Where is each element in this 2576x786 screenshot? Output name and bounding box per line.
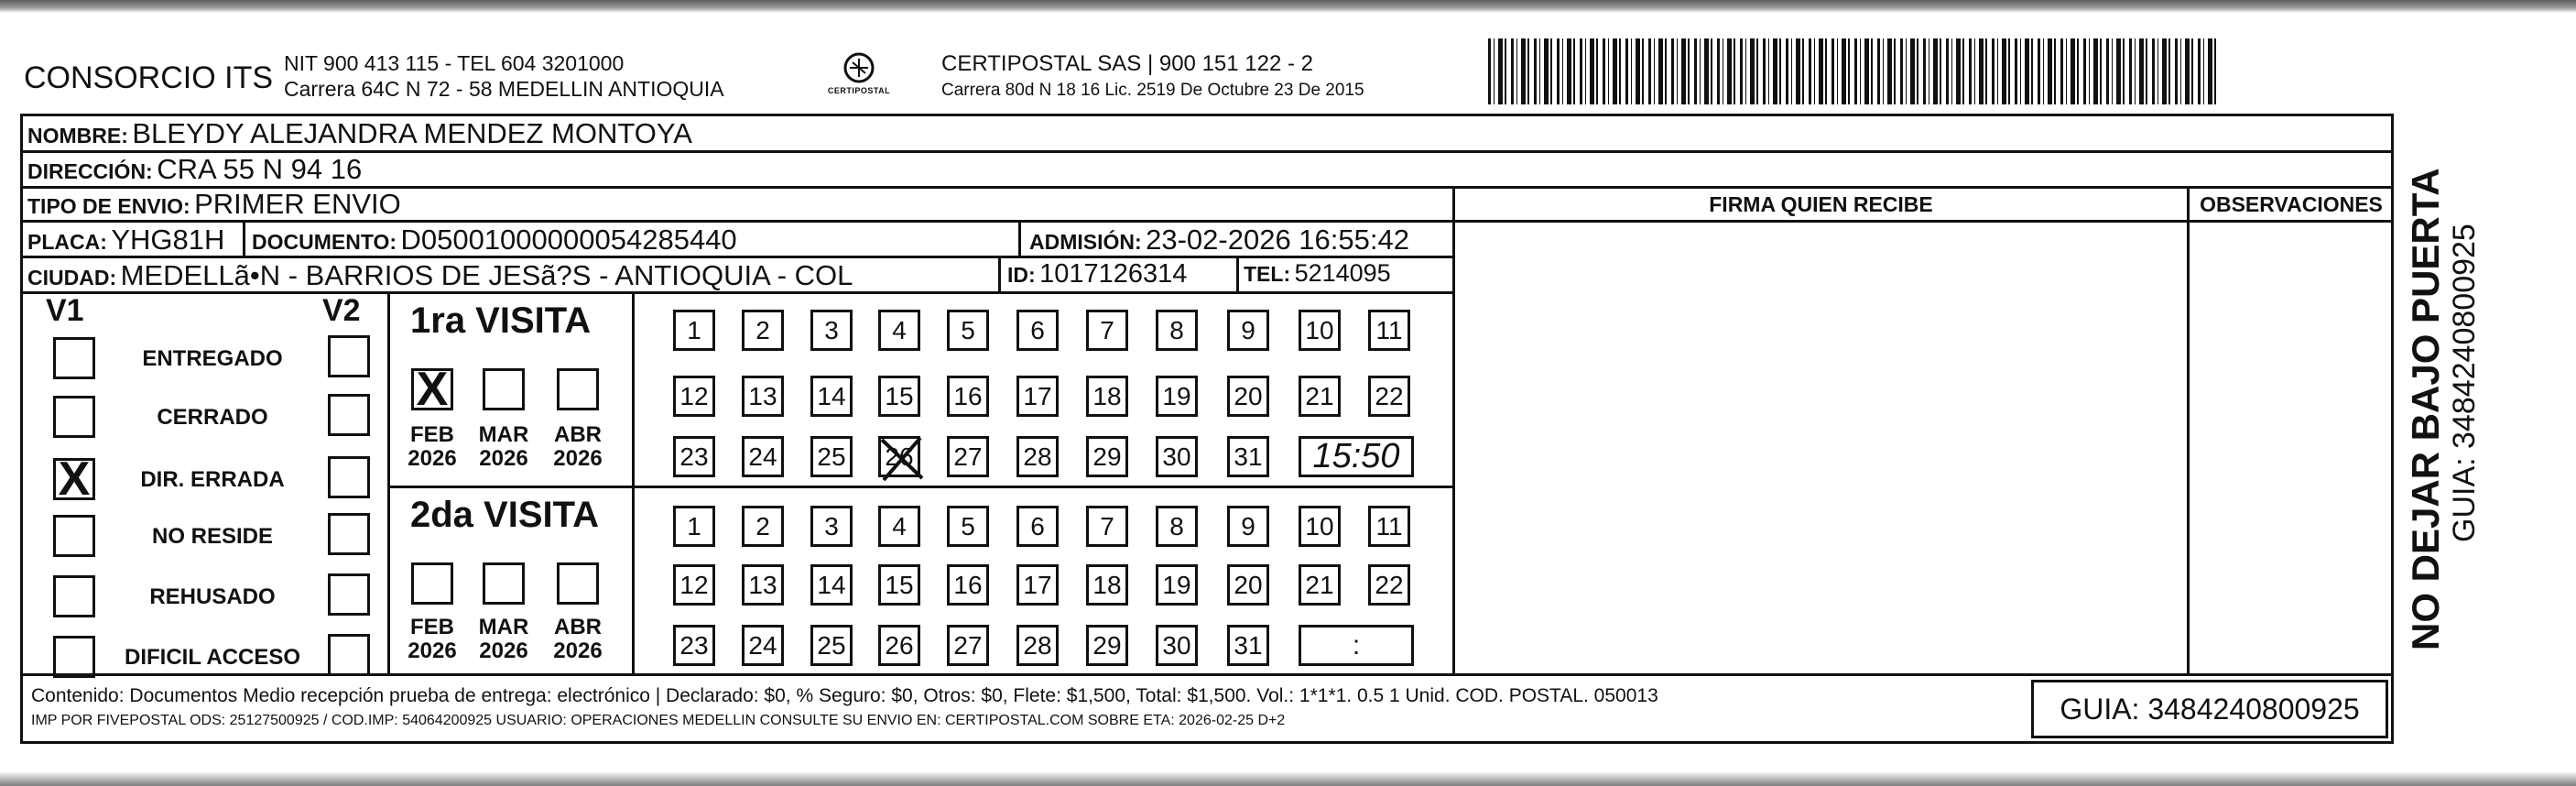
v1-checkbox[interactable] <box>53 636 95 678</box>
side-warning: NO DEJAR BAJO PUERTA <box>2404 168 2447 650</box>
guia-box-text: GUIA: 3484240800925 <box>2060 693 2360 726</box>
first-visit-day[interactable]: 2 <box>742 310 784 351</box>
scan-edge-bottom <box>0 771 2576 786</box>
barcode <box>1488 38 2221 104</box>
second-visit-day[interactable]: 31 <box>1227 625 1269 666</box>
second-visit-day[interactable]: 20 <box>1227 564 1269 606</box>
second-visit-day[interactable]: 22 <box>1368 564 1410 606</box>
second-visit-month-label <box>546 616 610 663</box>
second-visit-month-label <box>472 616 536 663</box>
first-visit-day[interactable]: 29 <box>1086 436 1128 477</box>
second-visit-day[interactable]: 28 <box>1016 625 1059 666</box>
carrier-license: Carrera 80d N 18 16 Lic. 2519 De Octubre 23 De 2015 <box>941 81 1364 100</box>
sender-nit: NIT 900 413 115 - TEL 604 3201000 <box>284 51 625 75</box>
v2-checkbox[interactable] <box>328 456 370 498</box>
cell-divider <box>998 256 1001 292</box>
v2-checkbox[interactable] <box>328 513 370 555</box>
v2-checkbox[interactable] <box>328 394 370 436</box>
first-visit-day[interactable]: 1 <box>673 310 715 351</box>
first-visit-day[interactable]: 22 <box>1368 376 1410 417</box>
first-visit-day[interactable]: 18 <box>1086 376 1128 417</box>
visit-separator <box>387 486 1455 488</box>
first-visit-day[interactable]: 25 <box>810 436 853 477</box>
month-name: ABR <box>554 615 602 639</box>
first-visit-day[interactable]: 9 <box>1227 310 1269 351</box>
v1-checkbox[interactable] <box>53 337 95 379</box>
status-label: ENTREGADO <box>142 346 283 371</box>
scan-edge-top <box>0 0 2576 13</box>
first-visit-day[interactable]: 15 <box>878 376 920 417</box>
status-divider <box>387 291 390 675</box>
month-year: 2026 <box>479 639 528 663</box>
observations-area[interactable] <box>2190 221 2393 673</box>
first-visit-day[interactable]: 27 <box>947 436 989 477</box>
first-visit-day[interactable]: 31 <box>1227 436 1269 477</box>
v1-checkbox[interactable] <box>53 515 95 557</box>
second-visit-day[interactable]: 23 <box>673 625 715 666</box>
first-visit-day[interactable]: 8 <box>1156 310 1198 351</box>
first-visit-day[interactable]: 3 <box>810 310 853 351</box>
sender-company: CONSORCIO ITS <box>24 60 274 95</box>
second-visit-day[interactable]: 25 <box>810 625 853 666</box>
first-visit-day[interactable]: 19 <box>1156 376 1198 417</box>
id-label: ID: <box>1007 263 1036 287</box>
first-visit-day[interactable]: 6 <box>1016 310 1059 351</box>
first-visit-month-label <box>400 423 464 471</box>
first-visit-day[interactable]: 10 <box>1299 310 1341 351</box>
month-name: MAR <box>478 422 529 447</box>
signature-area[interactable] <box>1455 221 2185 673</box>
observations-header: OBSERVACIONES <box>2200 192 2383 216</box>
v1-checkbox[interactable] <box>53 575 95 617</box>
first-visit-time[interactable]: 15:50 <box>1299 436 1414 477</box>
content-line: Contenido: Documentos Medio recepción prueba de entrega: electrónico | Declarado: $0, % Seguro: $0, Otros: $0, Flete: $1,500, Total: $1,500. Vol.: 1*1*1. 0.5 1 Unid. COD. POSTAL. 050013 <box>31 685 1658 706</box>
second-visit-month-box[interactable] <box>411 562 453 605</box>
first-visit-day[interactable]: 30 <box>1156 436 1198 477</box>
visit-divider <box>632 291 635 675</box>
recipient-name: BLEYDY ALEJANDRA MENDEZ MONTOYA <box>132 117 692 149</box>
tel-cell <box>1244 259 1391 288</box>
first-visit-month-box[interactable] <box>483 368 525 410</box>
first-visit-month-box[interactable] <box>557 368 599 410</box>
second-visit-day[interactable]: 17 <box>1016 564 1059 606</box>
status-label: NO RESIDE <box>151 524 274 549</box>
first-visit-day[interactable]: 17 <box>1016 376 1059 417</box>
second-visit-day[interactable]: 13 <box>742 564 784 606</box>
first-visit-day[interactable]: 24 <box>742 436 784 477</box>
cell-divider <box>243 220 245 257</box>
v2-label: V2 <box>322 293 361 328</box>
ship-type: PRIMER ENVIO <box>194 188 401 220</box>
name-label: NOMBRE: <box>27 124 128 147</box>
month-year: 2026 <box>479 446 528 471</box>
second-visit-day[interactable]: 6 <box>1016 506 1059 547</box>
row-line <box>20 673 2394 676</box>
second-visit-day[interactable]: 7 <box>1086 506 1128 547</box>
second-visit-day[interactable]: 21 <box>1299 564 1341 606</box>
status-label: DIFICIL ACCESO <box>124 645 300 670</box>
first-visit-month-label <box>472 423 536 471</box>
first-visit-day[interactable]: 13 <box>742 376 784 417</box>
status-label: CERRADO <box>157 405 268 430</box>
first-visit-day[interactable]: 28 <box>1016 436 1059 477</box>
second-visit-day[interactable]: 4 <box>878 506 920 547</box>
second-visit-day[interactable]: 11 <box>1368 506 1410 547</box>
tel-label: TEL: <box>1244 262 1291 286</box>
v2-checkbox[interactable] <box>328 335 370 377</box>
certipostal-logo <box>822 46 896 110</box>
second-visit-day[interactable]: 14 <box>810 564 853 606</box>
plate-label: PLACA: <box>27 230 107 254</box>
second-visit-day[interactable]: 18 <box>1086 564 1128 606</box>
side-guia: GUIA: 3484240800925 <box>2447 224 2482 542</box>
second-visit-day[interactable]: 26 <box>878 625 920 666</box>
admission-value: 23-02-2026 16:55:42 <box>1146 224 1409 256</box>
first-visit-day[interactable]: 16 <box>947 376 989 417</box>
admission-label: ADMISIÓN: <box>1029 230 1142 254</box>
second-visit-day[interactable]: 27 <box>947 625 989 666</box>
carrier-name: CERTIPOSTAL SAS | 900 151 122 - 2 <box>941 51 1313 76</box>
v1-label: V1 <box>46 293 84 328</box>
second-visit-day[interactable]: 12 <box>673 564 715 606</box>
id-value: 1017126314 <box>1039 259 1188 289</box>
v1-checkbox[interactable]: X <box>53 458 95 500</box>
first-visit-day[interactable]: 20 <box>1227 376 1269 417</box>
second-visit-day[interactable]: 16 <box>947 564 989 606</box>
status-label: REHUSADO <box>149 584 276 609</box>
recipient-name-row <box>27 117 692 150</box>
second-visit-day[interactable]: 2 <box>742 506 784 547</box>
row-line <box>20 150 2394 153</box>
second-visit-day[interactable]: 19 <box>1156 564 1198 606</box>
second-visit-day[interactable]: 29 <box>1086 625 1128 666</box>
second-visit-day[interactable]: 15 <box>878 564 920 606</box>
id-cell <box>1007 259 1187 289</box>
city-cell <box>27 259 853 292</box>
ship-type-label: TIPO DE ENVIO: <box>27 194 190 218</box>
address-label: DIRECCIÓN: <box>27 159 153 183</box>
second-visit-day[interactable]: 1 <box>673 506 715 547</box>
second-visit-month-label <box>400 616 464 663</box>
second-visit-day[interactable]: 5 <box>947 506 989 547</box>
first-visit-day[interactable]: 11 <box>1368 310 1410 351</box>
status-label: DIR. ERRADA <box>140 467 285 492</box>
second-visit-day[interactable]: 30 <box>1156 625 1198 666</box>
first-visit-day[interactable]: 7 <box>1086 310 1128 351</box>
first-visit-title: 1ra VISITA <box>410 300 592 341</box>
first-visit-day[interactable]: 5 <box>947 310 989 351</box>
day-cross-mark <box>875 431 929 486</box>
second-visit-day[interactable]: 10 <box>1299 506 1341 547</box>
month-year: 2026 <box>553 446 603 471</box>
city-label: CIUDAD: <box>27 266 117 289</box>
second-visit-day[interactable]: 24 <box>742 625 784 666</box>
sender-address: Carrera 64C N 72 - 58 MEDELLIN ANTIOQUIA <box>284 77 724 101</box>
month-name: MAR <box>478 615 529 639</box>
first-visit-month-box[interactable]: X <box>411 368 453 410</box>
second-visit-month-box[interactable] <box>557 562 599 605</box>
cell-divider <box>1018 220 1021 257</box>
plate-value: YHG81H <box>111 224 225 256</box>
first-visit-day[interactable]: 4 <box>878 310 920 351</box>
admission-cell <box>1029 224 1409 257</box>
first-visit-day[interactable]: 12 <box>673 376 715 417</box>
second-visit-day[interactable]: 9 <box>1227 506 1269 547</box>
certipostal-logo-text: CERTIPOSTAL <box>827 86 891 95</box>
first-visit-month-label <box>546 423 610 471</box>
second-visit-month-box[interactable] <box>483 562 525 605</box>
month-year: 2026 <box>408 446 457 471</box>
month-name: ABR <box>554 422 602 447</box>
second-visit-time[interactable]: : <box>1299 625 1414 666</box>
v1-checkbox[interactable] <box>53 396 95 438</box>
cell-divider <box>1236 256 1239 292</box>
month-name: FEB <box>410 422 454 447</box>
document-label: DOCUMENTO: <box>252 230 397 254</box>
plate-cell <box>27 224 224 257</box>
ship-type-row <box>27 188 401 221</box>
city-value: MEDELLã•N - BARRIOS DE JESã?S - ANTIOQUIA - COL <box>120 259 853 291</box>
month-year: 2026 <box>553 639 603 663</box>
month-year: 2026 <box>408 639 457 663</box>
first-visit-day[interactable]: 14 <box>810 376 853 417</box>
second-visit-title: 2da VISITA <box>410 495 599 535</box>
v2-checkbox[interactable] <box>328 573 370 616</box>
document-value: D05001000000054285440 <box>400 224 737 256</box>
v2-checkbox[interactable] <box>328 634 370 676</box>
recipient-address-row <box>27 153 362 186</box>
recipient-address: CRA 55 N 94 16 <box>157 153 363 185</box>
first-visit-day[interactable]: 23 <box>673 436 715 477</box>
first-visit-day[interactable]: 21 <box>1299 376 1341 417</box>
second-visit-day[interactable]: 3 <box>810 506 853 547</box>
first-visit-day[interactable]: 26 <box>878 436 920 477</box>
month-name: FEB <box>410 615 454 639</box>
tel-value: 5214095 <box>1294 259 1391 287</box>
document-cell <box>252 224 737 257</box>
signature-header: FIRMA QUIEN RECIBE <box>1709 192 1933 216</box>
imp-line: IMP POR FIVEPOSTAL ODS: 25127500925 / COD.IMP: 54064200925 USUARIO: OPERACIONES MEDELLIN CONSULTE SU ENVIO EN: CERTIPOSTAL.COM SOBRE ETA: 2026-02-25 D+2 <box>31 713 1286 728</box>
second-visit-day[interactable]: 8 <box>1156 506 1198 547</box>
